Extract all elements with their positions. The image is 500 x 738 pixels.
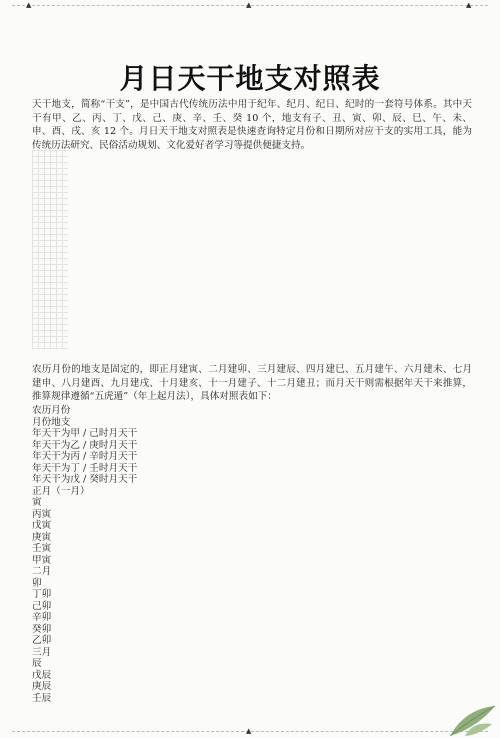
table-line: 月份地支	[32, 416, 71, 428]
border-mark: ▲	[26, 1, 32, 9]
table-line: 己卯	[32, 600, 52, 612]
table-line: 年天干为丁 / 壬时月天干	[32, 462, 138, 474]
table-line: 丁卯	[32, 589, 52, 600]
table-line: 寅	[32, 497, 42, 508]
table-line: 年天干为丙 / 辛时月天干	[32, 451, 138, 462]
border-mark: ▲	[466, 1, 472, 9]
table-line: 庚寅	[32, 531, 52, 543]
table-line: 三月	[32, 646, 52, 658]
table-line: 农历月份	[32, 405, 71, 416]
table-line: 二月	[32, 566, 52, 577]
leaf-decoration-icon	[440, 678, 498, 738]
border-mark: ▲	[246, 727, 252, 735]
table-line: 戊辰	[32, 669, 52, 681]
table-line: 甲寅	[32, 554, 52, 566]
table-line: 丙寅	[32, 508, 52, 520]
table-line: 乙卯	[32, 635, 52, 646]
table-line: 庚辰	[32, 681, 52, 692]
table-line: 戊寅	[32, 520, 52, 531]
table-line: 年天干为乙 / 庚时月天干	[32, 439, 138, 451]
table-line: 年天干为戊 / 癸时月天干	[32, 474, 138, 485]
table-line: 癸卯	[32, 623, 52, 635]
intro-paragraph: 天干地支，简称“干支”，是中国古代传统历法中用于纪年、纪月、纪日、纪时的一套符号体系。其中天干有甲、乙、丙、丁、戊、己、庚、辛、壬、癸 10 个，地支有子、丑、寅、卯、辰、巳、午、未、申、酉、戌、亥 12 个。月日天干地支对照表是快速查询特定月份和日期所对应干支的实用工具，能为传统历法研究、民俗活动规划、文化爱好者学习等提供便捷支持。	[32, 99, 472, 151]
lunar-month-table	[32, 405, 232, 704]
table-line: 正月（一月）	[32, 485, 90, 497]
table-line: 年天干为甲 / 己时月天干	[32, 428, 138, 439]
table-line: 壬辰	[32, 692, 52, 704]
page-title: 月日天干地支对照表	[119, 61, 381, 95]
grid-paper-decoration	[32, 150, 68, 350]
table-line: 壬寅	[32, 543, 52, 554]
table-line: 卯	[32, 577, 42, 589]
bottom-decorative-border	[0, 724, 500, 738]
table-line: 辰	[32, 658, 42, 669]
top-decorative-border	[0, 0, 500, 14]
table-line: 辛卯	[32, 612, 52, 623]
border-mark: ▲	[246, 1, 252, 9]
section-paragraph: 农历月份的地支是固定的，即正月建寅、二月建卯、三月建辰、四月建巳、五月建午、六月建未、七月建申、八月建酉、九月建戌、十月建亥、十一月建子、十二月建丑；而月天干则需根据年天干来推算，推算规律遵循“五虎遁”（年上起月法），具体对照表如下：	[32, 364, 472, 402]
